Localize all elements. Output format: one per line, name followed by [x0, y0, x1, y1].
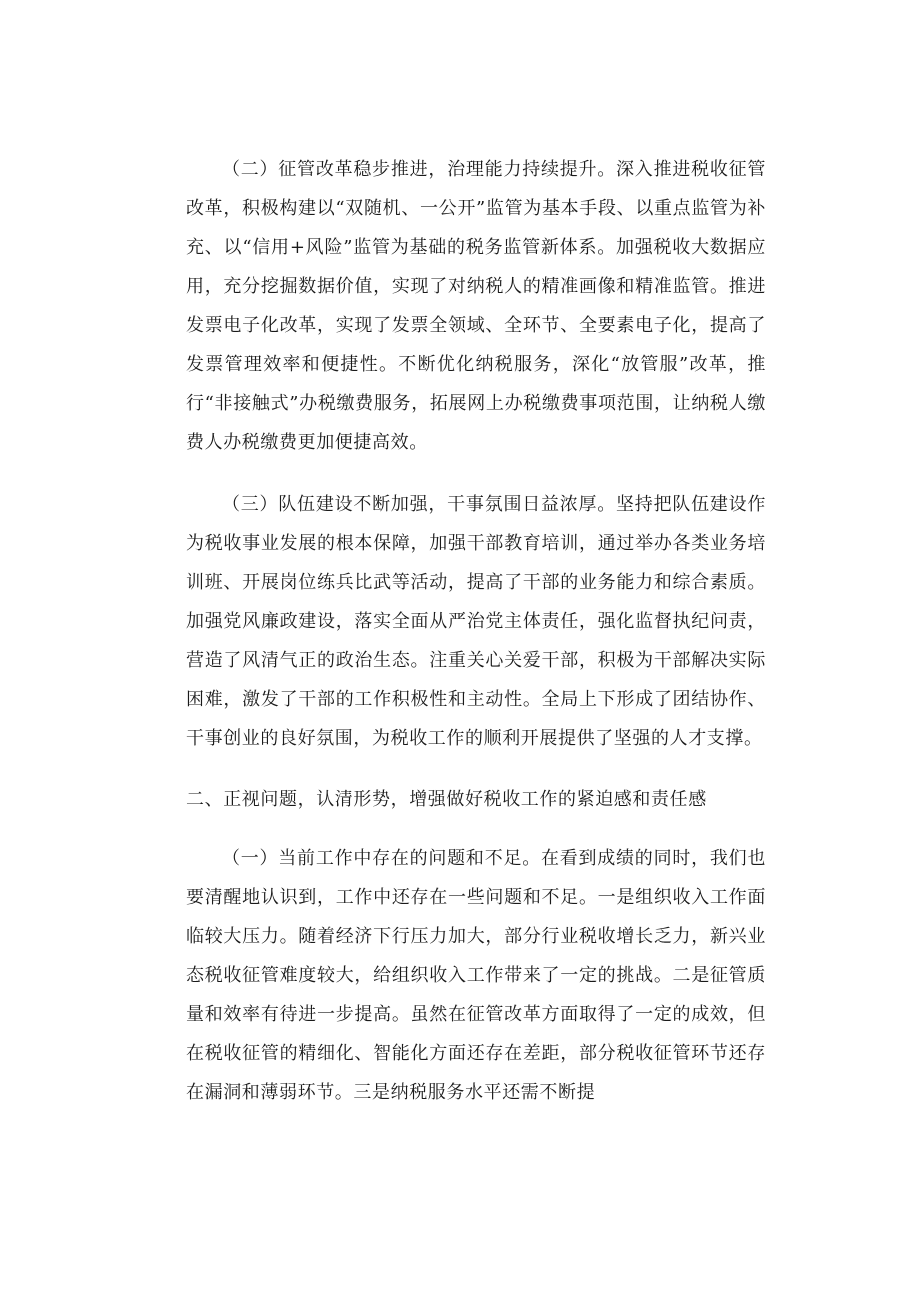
- paragraph-reform: （二）征管改革稳步推进，治理能力持续提升。深入推进税收征管改革，积极构建以“双随机、一公开”监管为基本手段、以重点监管为补充、以“信用+风险”监管为基础的税务监管新体系。加强税收大数据应用，充分挖掘数据价值，实现了对纳税人的精准画像和精准监管。推进发票电子化改革，实现了发票全领域、全环节、全要素电子化，提高了发票管理效率和便捷性。不断优化纳税服务，深化“放管服”改革，推行“非接触式”办税缴费服务，拓展网上办税缴费事项范围，让纳税人缴费人办税缴费更加便捷高效。: [186, 159, 766, 453]
- paragraph-problems: （一）当前工作中存在的问题和不足。在看到成绩的同时，我们也要清醒地认识到，工作中还存在一些问题和不足。一是组织收入工作面临较大压力。随着经济下行压力加大，部分行业税收增长乏力，新兴业态税收征管难度较大，给组织收入工作带来了一定的挑战。二是征管质量和效率有待进一步提高。虽然在征管改革方面取得了一定的成效，但在税收征管的精细化、智能化方面还存在差距，部分税收征管环节还存在漏洞和薄弱环节。三是纳税服务水平还需不断提: [186, 848, 766, 1103]
- document-page: [186, 150, 766, 1112]
- paragraph-team-building: （三）队伍建设不断加强，干事氛围日益浓厚。坚持把队伍建设作为税收事业发展的根本保障，加强干部教育培训，通过举办各类业务培训班、开展岗位练兵比武等活动，提高了干部的业务能力和综合素质。加强党风廉政建设，落实全面从严治党主体责任，强化监督执纪问责，营造了风清气正的政治生态。注重关心关爱干部，积极为干部解决实际困难，激发了干部的工作积极性和主动性。全局上下形成了团结协作、干事创业的良好氛围，为税收工作的顺利开展提供了坚强的人才支撑。: [186, 494, 766, 749]
- section-heading-problems: 二、正视问题，认清形势，增强做好税收工作的紧迫感和责任感: [186, 789, 707, 810]
